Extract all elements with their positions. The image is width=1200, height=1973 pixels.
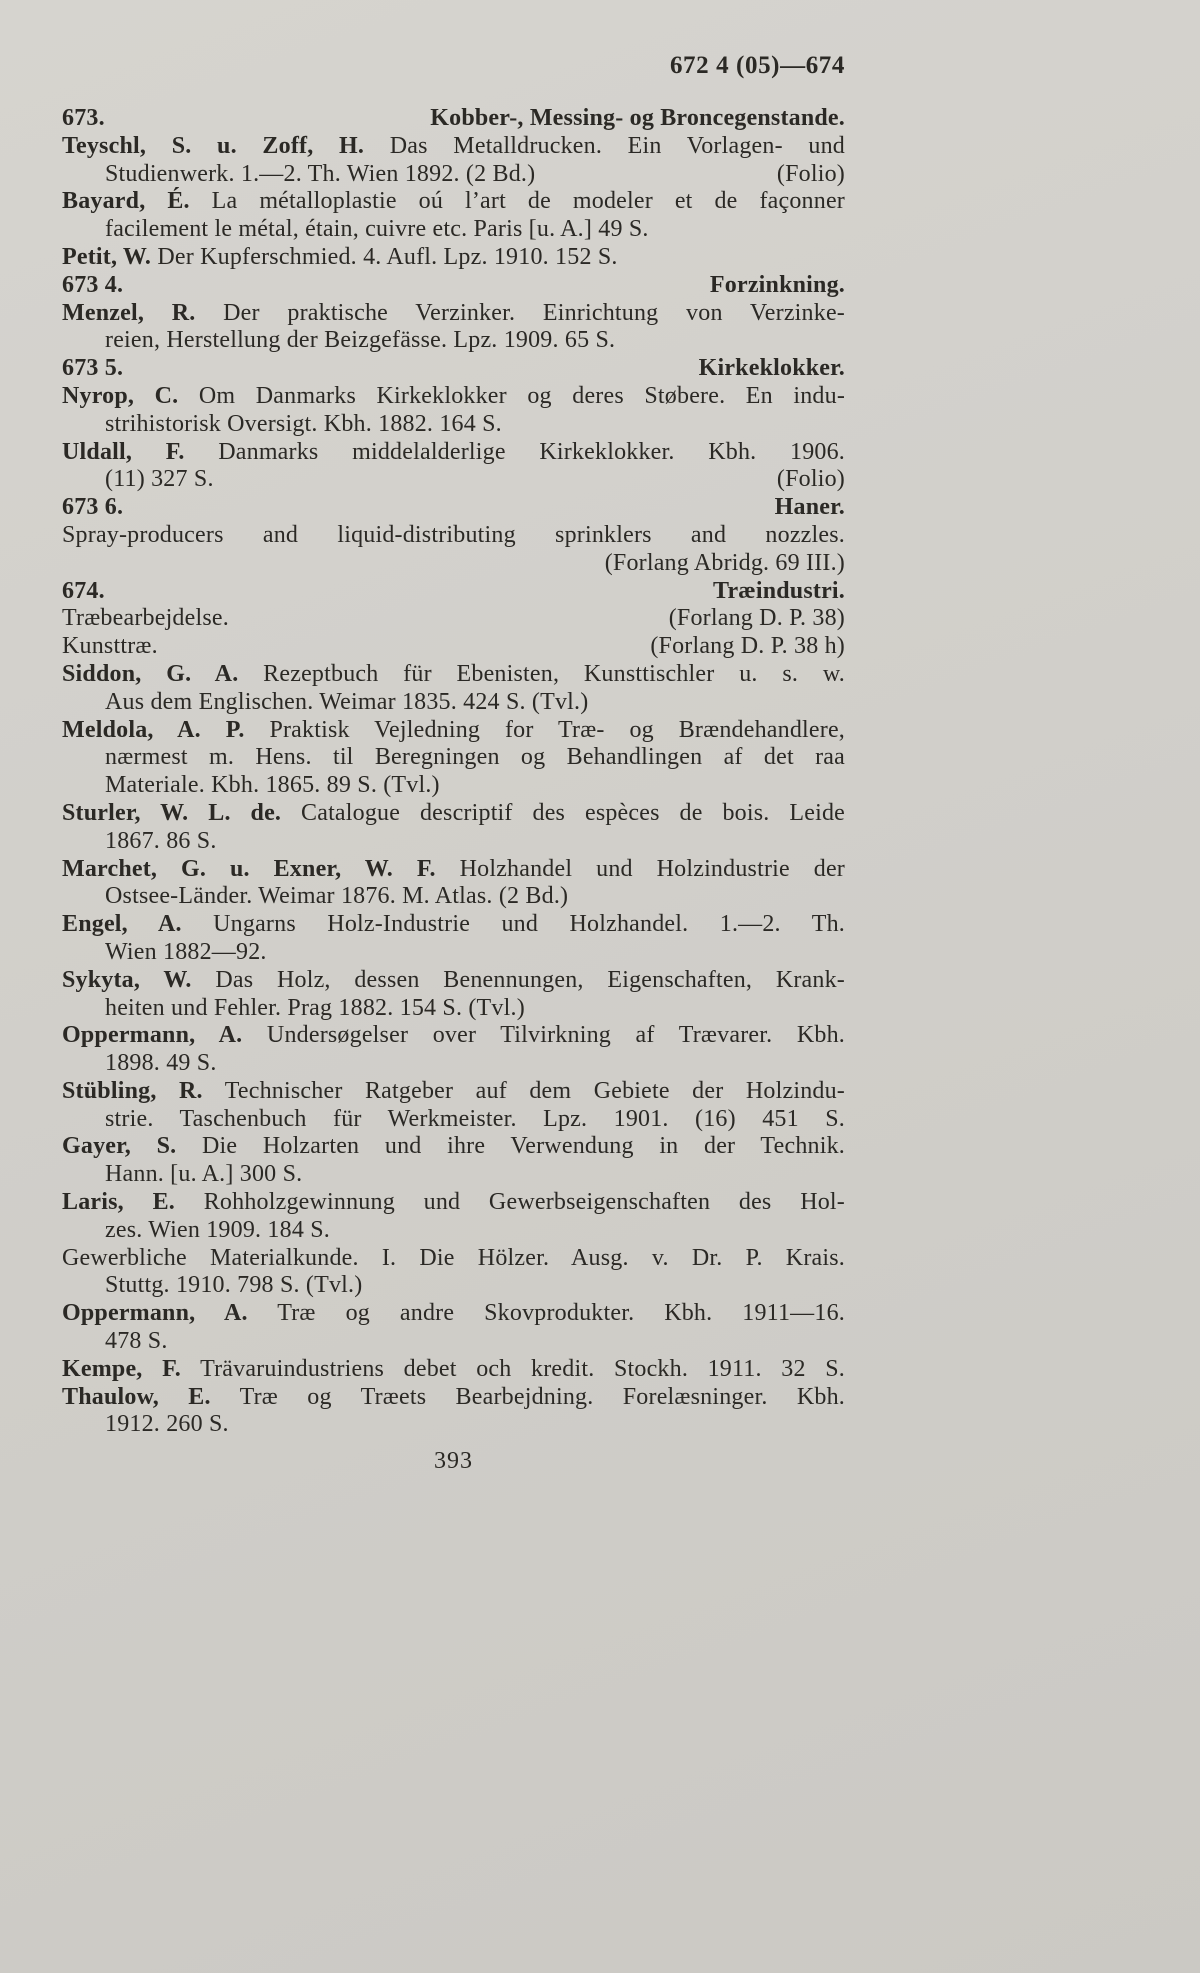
line-left: [105, 161, 535, 189]
text-run: 1912. 260 S.: [105, 1411, 229, 1438]
text-line: [62, 550, 845, 578]
text-line: [62, 744, 845, 772]
text-line: [62, 1384, 845, 1412]
text-run: 478 S.: [105, 1328, 168, 1355]
text-run: Spray-producers and liquid-distributing sprinklers and nozzles.: [62, 521, 845, 548]
text-line: [62, 883, 845, 911]
text-run: (Folio): [776, 160, 845, 187]
text-run: Træ og Træets Bearbejdning. Forelæsninger. Kbh.: [210, 1383, 845, 1410]
text-line: [62, 161, 845, 189]
bold-run: Thaulow, E.: [62, 1383, 211, 1410]
bold-run: Stübling, R.: [62, 1077, 203, 1104]
line-right: [713, 578, 845, 606]
text-run: Aus dem Englischen. Weimar 1835. 424 S. (Tvl.): [105, 688, 589, 715]
text-run: Wien 1882—92.: [105, 938, 267, 965]
text-run: (11) 327 S.: [105, 466, 214, 493]
text-run: Kunsttræ.: [62, 633, 158, 660]
text-line: [62, 244, 845, 272]
bold-run: Kempe, F.: [62, 1355, 181, 1382]
bold-run: Uldall, F.: [62, 438, 185, 465]
line-right: [777, 466, 845, 494]
line-left: [62, 105, 105, 133]
line-right: [699, 355, 845, 383]
text-run: (Forlang D. P. 38): [668, 605, 845, 632]
text-run: Catalogue descriptif des espèces de bois. Leide: [281, 799, 845, 826]
text-line: [62, 216, 845, 244]
text-line: [62, 1161, 845, 1189]
bold-run: Træindustri.: [713, 577, 845, 604]
line-left: [62, 578, 105, 606]
text-run: strie. Taschenbuch für Werkmeister. Lpz. 1901. (16) 451 S.: [105, 1105, 845, 1132]
text-line: [62, 856, 845, 884]
bold-run: Kirkeklokker.: [698, 355, 845, 382]
bold-run: Haner.: [774, 494, 845, 521]
bold-run: Siddon, G. A.: [62, 660, 239, 687]
text-line: [62, 327, 845, 355]
text-line: [62, 967, 845, 995]
text-run: Der praktische Verzinker. Einrichtung von Verzinke-: [195, 299, 845, 326]
text-line: [62, 661, 845, 689]
text-line: [62, 1245, 845, 1273]
bold-run: Forzinkning.: [709, 271, 845, 298]
text-line: [62, 300, 845, 328]
text-line: [62, 439, 845, 467]
text-line: [62, 800, 845, 828]
text-line: [62, 911, 845, 939]
text-column: [62, 52, 845, 1475]
text-line: [62, 1189, 845, 1217]
bold-run: Petit, W.: [62, 243, 152, 270]
text-run: (Forlang Abridg. 69 III.): [604, 549, 845, 576]
bold-run: Oppermann, A.: [62, 1300, 248, 1327]
text-line: [62, 1217, 845, 1245]
text-run: Das Holz, dessen Benennungen, Eigenschaften, Krank-: [191, 966, 845, 993]
text-line: [62, 466, 845, 494]
section-heading-673-5: [62, 355, 845, 383]
text-line: [62, 1078, 845, 1106]
text-line: [62, 1328, 845, 1356]
bold-run: 673 5.: [62, 355, 124, 382]
line-left: [62, 605, 229, 633]
line-left: [62, 272, 123, 300]
bold-run: Engel, A.: [62, 911, 182, 938]
text-line: [62, 995, 845, 1023]
bold-run: Nyrop, C.: [62, 382, 179, 409]
text-line: [62, 1411, 845, 1439]
bold-run: Bayard, É.: [62, 188, 190, 215]
text-run: Das Metalldrucken. Ein Vorlagen- und: [364, 132, 846, 159]
text-run: Træbearbejdelse.: [62, 605, 229, 632]
text-run: Gewerbliche Materialkunde. I. Die Hölzer. Ausg. v. Dr. P. Krais.: [62, 1244, 845, 1271]
text-run: Holzhandel und Holzindustrie der: [435, 855, 845, 882]
line-right: [669, 605, 845, 633]
line-left: [62, 355, 123, 383]
text-run: Hann. [u. A.] 300 S.: [105, 1161, 303, 1188]
text-run: reien, Herstellung der Beizgefässe. Lpz. 1909. 65 S.: [105, 327, 616, 354]
text-run: heiten und Fehler. Prag 1882. 154 S. (Tvl.): [105, 994, 525, 1021]
text-line: [62, 188, 845, 216]
text-line: [62, 522, 845, 550]
bold-run: Teyschl, S. u. Zoff, H.: [62, 132, 365, 159]
text-line: [62, 772, 845, 800]
text-line: [62, 133, 845, 161]
text-line: [62, 383, 845, 411]
text-block: [62, 105, 845, 1439]
text-line: [62, 1022, 845, 1050]
text-run: facilement le métal, étain, cuivre etc. Paris [u. A.] 49 S.: [105, 216, 649, 243]
text-run: Ostsee-Länder. Weimar 1876. M. Atlas. (2 Bd.): [105, 883, 569, 910]
bold-run: Meldola, A. P.: [62, 716, 245, 743]
text-line: [62, 1106, 845, 1134]
bold-run: 673 4.: [62, 271, 124, 298]
line-right: [430, 105, 845, 133]
text-run: La métalloplastie oú l’art de modeler et de façonner: [189, 188, 845, 215]
bold-run: 673.: [62, 105, 105, 131]
text-run: Die Holzarten und ihre Verwendung in der Technik.: [176, 1133, 845, 1160]
line-left: [62, 494, 123, 522]
text-run: Der Kupferschmied. 4. Aufl. Lpz. 1910. 152 S.: [151, 243, 618, 270]
text-run: Studienwerk. 1.—2. Th. Wien 1892. (2 Bd.): [105, 160, 536, 187]
line-right: [777, 161, 845, 189]
text-run: Rohholzgewinnung und Gewerbseigenschaften des Hol-: [175, 1189, 845, 1216]
bold-run: Gayer, S.: [62, 1133, 177, 1160]
page-number: 393: [434, 1448, 473, 1475]
line-right: [710, 272, 845, 300]
text-line: [62, 1300, 845, 1328]
text-line: [62, 689, 845, 717]
text-line: [62, 1133, 845, 1161]
bold-run: Sturler, W. L. de.: [62, 799, 282, 826]
text-run: Ungarns Holz-Industrie und Holzhandel. 1.—2. Th.: [181, 911, 845, 938]
text-line: [62, 1050, 845, 1078]
text-run: Om Danmarks Kirkeklokker og deres Støbere. En indu-: [178, 382, 846, 409]
bold-run: Laris, E.: [62, 1189, 175, 1216]
text-run: Stuttg. 1910. 798 S. (Tvl.): [105, 1272, 363, 1299]
section-heading-673: [62, 105, 845, 133]
section-heading-673-4: [62, 272, 845, 300]
text-run: nærmest m. Hens. til Beregningen og Behandlingen af det raa: [105, 744, 845, 771]
bold-run: Oppermann, A.: [62, 1022, 243, 1049]
line-left: [62, 633, 158, 661]
text-line: [62, 717, 845, 745]
text-run: strihistorisk Oversigt. Kbh. 1882. 164 S.: [105, 410, 502, 437]
text-run: Praktisk Vejledning for Træ- og Brændehandlere,: [244, 716, 845, 743]
text-line: [62, 828, 845, 856]
bold-run: Sykyta, W.: [62, 966, 192, 993]
text-run: Trävaruindustriens debet och kredit. Stockh. 1911. 32 S.: [180, 1355, 845, 1382]
bold-run: 673 6.: [62, 494, 124, 521]
running-head: 672 4 (05)—674: [669, 52, 845, 79]
text-line: [62, 939, 845, 967]
text-line: [62, 411, 845, 439]
text-run: 1867. 86 S.: [105, 827, 217, 854]
text-run: Træ og andre Skovprodukter. Kbh. 1911—16.: [247, 1300, 845, 1327]
bold-run: 674.: [62, 577, 105, 604]
text-run: 1898. 49 S.: [105, 1050, 217, 1077]
text-line: [62, 1272, 845, 1300]
text-run: Undersøgelser over Tilvirkning af Trævarer. Kbh.: [242, 1022, 846, 1049]
text-run: zes. Wien 1909. 184 S.: [105, 1216, 330, 1243]
line-left: [105, 466, 214, 494]
bold-run: Kobber-, Messing- og Broncegenstande.: [430, 105, 845, 131]
line-right: [775, 494, 845, 522]
text-run: Materiale. Kbh. 1865. 89 S. (Tvl.): [105, 772, 440, 799]
text-run: Technischer Ratgeber auf dem Gebiete der Holzindu-: [202, 1077, 845, 1104]
text-line: [62, 605, 845, 633]
section-heading-673-6: [62, 494, 845, 522]
text-line: [62, 633, 845, 661]
text-run: Rezeptbuch für Ebenisten, Kunsttischler u. s. w.: [238, 660, 845, 687]
bold-run: Menzel, R.: [62, 299, 196, 326]
line-right: [650, 633, 845, 661]
text-run: (Forlang D. P. 38 h): [650, 633, 845, 660]
text-run: (Folio): [776, 466, 845, 493]
text-line: [62, 1356, 845, 1384]
text-run: Danmarks middelalderlige Kirkeklokker. Kbh. 1906.: [184, 438, 846, 465]
section-heading-674: [62, 578, 845, 606]
bold-run: Marchet, G. u. Exner, W. F.: [62, 855, 436, 882]
